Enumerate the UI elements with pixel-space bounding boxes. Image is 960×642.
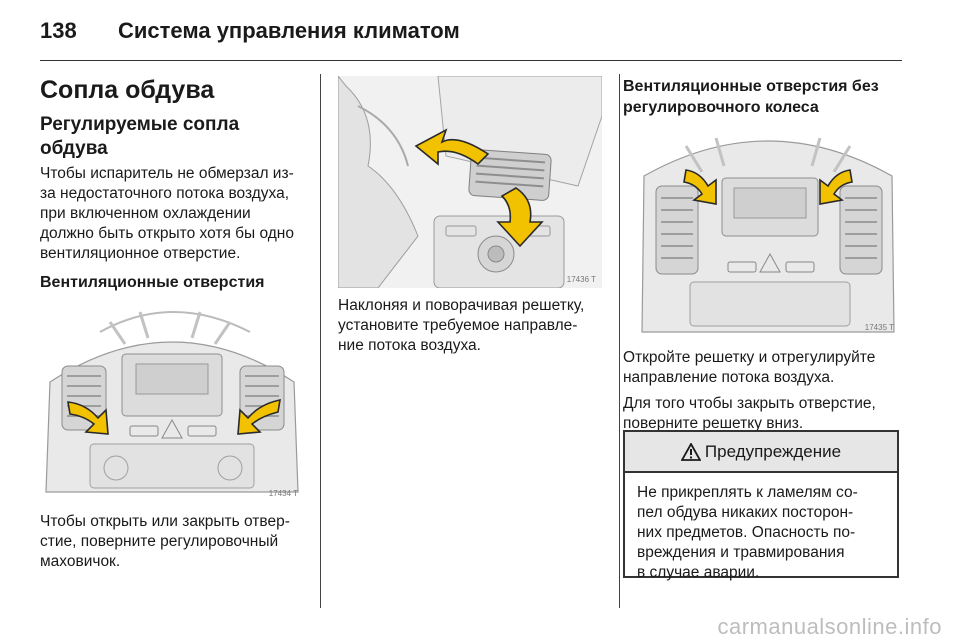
warning-box bbox=[623, 430, 899, 581]
text-line: вреждения и травмирования bbox=[637, 544, 845, 561]
column-1 bbox=[40, 76, 312, 314]
text-line: за недостаточного потока воздуха, bbox=[40, 185, 290, 202]
column-divider-1 bbox=[320, 74, 321, 608]
text-line: Чтобы испаритель не обмерзал из- bbox=[40, 165, 294, 182]
center-vents-illustration bbox=[636, 126, 900, 336]
text-line: Не прикреплять к ламелям со- bbox=[637, 484, 858, 501]
text-line: Чтобы открыть или закрыть отвер- bbox=[40, 513, 290, 530]
figure-17436 bbox=[338, 76, 602, 288]
figure-code: 17436 T bbox=[566, 275, 596, 284]
heading-line: Вентиляционные отверстия bbox=[40, 274, 265, 291]
page-number: 138 bbox=[40, 18, 77, 43]
chapter-title: Система управления климатом bbox=[118, 18, 460, 43]
text-line: маховичок. bbox=[40, 553, 121, 570]
text-line: Наклоняя и поворачивая решетку, bbox=[338, 297, 585, 314]
text-line: в случае аварии. bbox=[637, 564, 760, 581]
warning-header bbox=[625, 432, 897, 473]
heading-no-wheel-vents bbox=[623, 76, 903, 118]
column-divider-2 bbox=[619, 74, 620, 608]
open-vent-paragraph bbox=[623, 348, 903, 388]
text-line: Откройте решетку и отрегулируйте bbox=[623, 349, 876, 366]
text-line: Для того чтобы закрыть отверстие, bbox=[623, 395, 876, 412]
figure-caption-1 bbox=[40, 512, 312, 572]
close-vent-paragraph bbox=[623, 394, 903, 434]
figure-code: 17435 T bbox=[864, 323, 894, 332]
subsection-title: Регулируемые сопла обдува bbox=[40, 114, 240, 159]
text-line: пел обдува никаких посторон- bbox=[637, 504, 854, 521]
warning-triangle-icon bbox=[681, 443, 701, 461]
text-line: поверните решетку вниз. bbox=[623, 415, 804, 432]
intro-paragraph bbox=[40, 164, 312, 264]
text-line: направление потока воздуха. bbox=[623, 369, 835, 386]
dashboard-vents-illustration bbox=[40, 292, 304, 502]
text-line: установите требуемое направле- bbox=[338, 317, 578, 334]
text-line: вентиляционное отверстие. bbox=[40, 245, 241, 262]
watermark: carmanualsonline.info bbox=[717, 614, 942, 639]
section-title: Сопла обдува bbox=[40, 76, 215, 104]
figure-caption-2 bbox=[338, 296, 612, 356]
figure-code: 17434 T bbox=[268, 489, 298, 498]
figure-17434 bbox=[40, 292, 304, 502]
text-line: стие, поверните регулировочный bbox=[40, 533, 279, 550]
heading-line: Вентиляционные отверстия без bbox=[623, 78, 879, 95]
text-line: должно быть открыто хотя бы одно bbox=[40, 225, 294, 242]
side-vent-illustration bbox=[338, 76, 602, 288]
text-line: них предметов. Опасность по- bbox=[637, 524, 856, 541]
warning-body bbox=[625, 473, 897, 593]
header-rule bbox=[40, 60, 902, 61]
text-line: ние потока воздуха. bbox=[338, 337, 481, 354]
column-3-body bbox=[623, 348, 903, 434]
page-header bbox=[40, 18, 460, 44]
figure-17435 bbox=[636, 126, 900, 336]
text-line: при включенном охлаждении bbox=[40, 205, 251, 222]
heading-line: регулировочного колеса bbox=[623, 99, 819, 116]
warning-title: Предупреждение bbox=[704, 441, 842, 461]
